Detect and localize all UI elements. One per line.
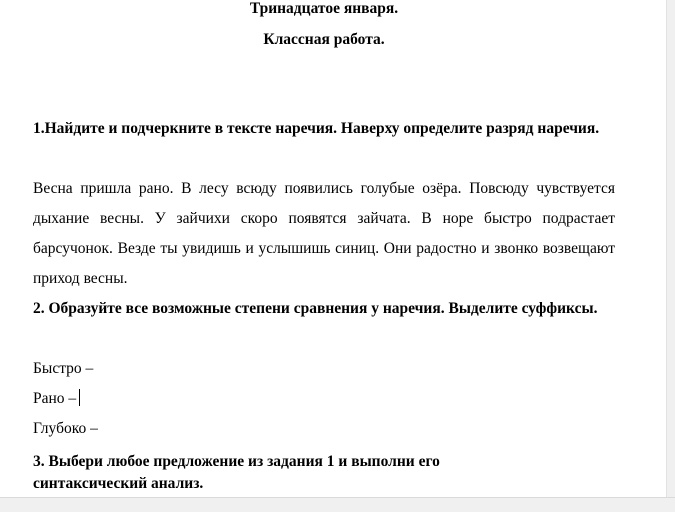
task1-heading: 1.Найдите и подчеркните в тексте наречия. Наверху определите разряд наречия.: [33, 120, 600, 137]
horizontal-scrollbar[interactable]: [0, 497, 675, 512]
date-heading: Тринадцатое января.: [249, 0, 399, 17]
task2-heading: 2. Образуйте все возможные степени сравнения у наречия. Выделите суффиксы.: [33, 300, 598, 317]
task2-item-fast: Быстро –: [33, 360, 94, 377]
task1-text: Весна пришла рано. В лесу всюду появились голубые озёра. Повсюду чувствуется дыхание весны. У зайчихи скоро появятся зайчата. В норе быстро подрастает барсучонок. Везде ты увидишь и услышишь синиц. Они радостно и звонко возвещают приход весны.: [33, 180, 615, 287]
task2-item-early: Рано –: [33, 390, 77, 407]
task2-item-early-line: [33, 384, 615, 414]
vertical-scrollbar[interactable]: [666, 0, 675, 497]
task3-heading: 3. Выбери любое предложение из задания 1 и выполни его синтаксический анализ.: [33, 453, 440, 492]
work-type-heading: Классная работа.: [263, 31, 385, 48]
text-cursor: [79, 389, 80, 406]
task2-item-deep: Глубоко –: [33, 420, 98, 437]
